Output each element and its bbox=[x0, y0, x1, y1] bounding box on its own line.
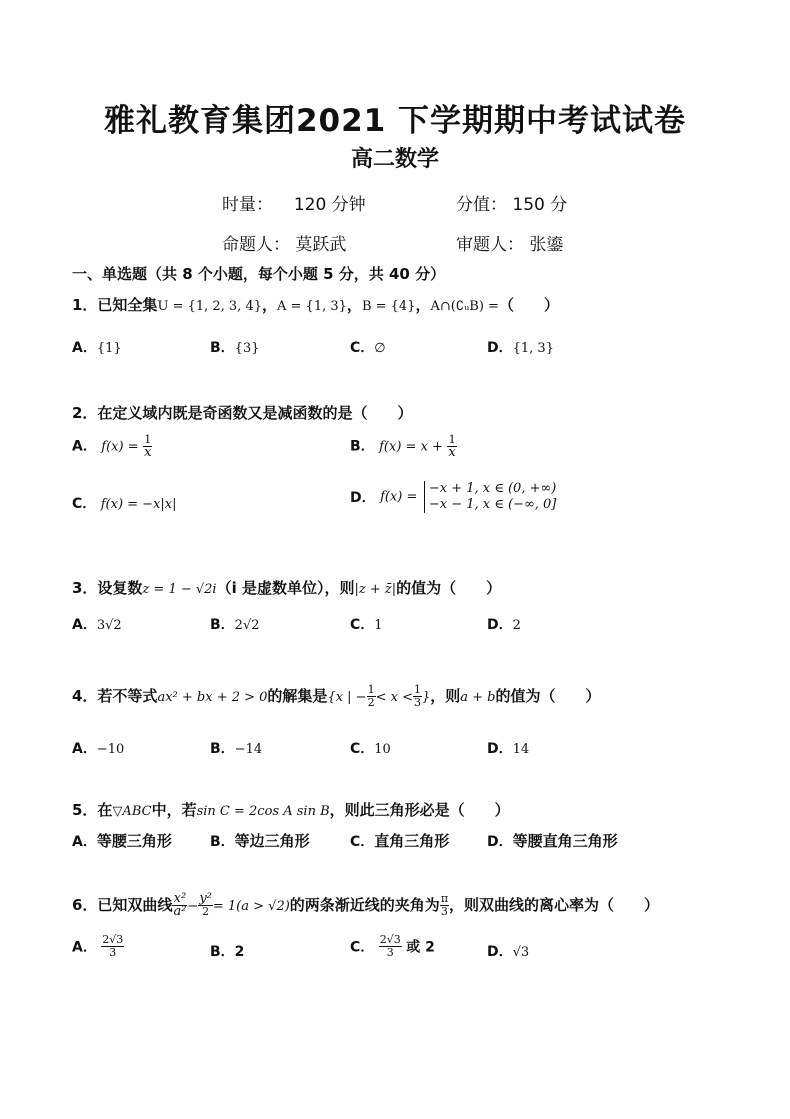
q3-suffix: 的值为（ ） bbox=[396, 579, 502, 597]
option-label: A． bbox=[72, 741, 97, 757]
q3-mid: （i 是虚数单位），则 bbox=[216, 579, 355, 597]
option-value: 3√2 bbox=[96, 618, 122, 633]
time-value: 120 分钟 bbox=[293, 195, 366, 215]
author-value: 莫跃武 bbox=[295, 235, 347, 255]
option-label: D． bbox=[487, 944, 513, 960]
q1-option-d bbox=[487, 337, 554, 357]
fraction-numerator: x² bbox=[173, 891, 187, 906]
q4-option-b bbox=[210, 738, 262, 758]
q6-mid: 的两条渐近线的夹角为 bbox=[289, 896, 440, 914]
fraction-numerator: 2√3 bbox=[379, 933, 401, 946]
q2-c-expression: f(x) = −x|x| bbox=[100, 497, 177, 512]
q2-option-a bbox=[72, 434, 152, 459]
option-label: C． bbox=[350, 741, 375, 757]
fraction-denominator: 3 bbox=[109, 946, 117, 959]
q5-option-a bbox=[72, 830, 172, 851]
q3-expression: z = 1 − √2i bbox=[142, 582, 217, 597]
option-label: C． bbox=[350, 939, 375, 956]
reviewer-label: 审题人： bbox=[456, 235, 524, 255]
section-title: 一、单选题（共 8 个小题，每个小题 5 分，共 40 分） bbox=[72, 265, 446, 283]
q6-prefix: 6．已知双曲线 bbox=[72, 896, 173, 914]
q6-fraction-x bbox=[172, 893, 187, 918]
option-value: 14 bbox=[512, 742, 530, 757]
option-value: {1} bbox=[96, 341, 122, 356]
option-value: 2 bbox=[512, 618, 521, 633]
author-label: 命题人： bbox=[222, 235, 290, 255]
q1-option-a bbox=[72, 337, 122, 357]
option-label: C． bbox=[72, 496, 97, 512]
q2-a-fraction bbox=[143, 434, 152, 459]
q4-fraction-1 bbox=[367, 684, 376, 709]
option-label: D． bbox=[487, 834, 513, 850]
q3-option-a bbox=[72, 614, 122, 634]
q2-option-d bbox=[350, 481, 556, 513]
option-label: C． bbox=[350, 340, 375, 356]
question-6 bbox=[72, 893, 659, 918]
option-label: C． bbox=[350, 617, 375, 633]
question-5 bbox=[72, 799, 510, 820]
option-label: B． bbox=[210, 741, 235, 757]
option-value: 等腰直角三角形 bbox=[512, 832, 618, 850]
option-value: {1, 3} bbox=[512, 341, 554, 356]
q2-option-b bbox=[350, 434, 457, 459]
q6-fraction-y bbox=[198, 893, 213, 918]
q4-suffix: 的值为（ ） bbox=[495, 687, 601, 705]
q1-prefix: 1．已知全集 bbox=[72, 296, 158, 314]
q4-set-mid: < x < bbox=[375, 690, 413, 705]
q4-set-open: {x | − bbox=[327, 690, 367, 705]
q1-sep1: ， bbox=[262, 296, 278, 314]
q3-prefix: 3．设复数 bbox=[72, 579, 143, 597]
exam-subject: 高二数学 bbox=[350, 146, 439, 172]
score-info bbox=[456, 190, 567, 215]
q1-set-a: A = {1, 3} bbox=[277, 299, 347, 314]
fraction-numerator: y² bbox=[199, 891, 212, 906]
option-label: B． bbox=[210, 834, 235, 850]
option-value: 等边三角形 bbox=[234, 832, 310, 850]
q5-option-b bbox=[210, 830, 310, 851]
option-value: √3 bbox=[512, 945, 530, 960]
q6-fraction-pi bbox=[440, 893, 449, 918]
q2-b-lhs: f(x) = x + bbox=[379, 439, 443, 455]
q5-option-d bbox=[487, 830, 618, 851]
option-label: A． bbox=[72, 438, 97, 455]
fraction-denominator: 3 bbox=[386, 946, 394, 959]
q6-option-c bbox=[350, 934, 435, 959]
q4-expression: ax² + bx + 2 > 0 bbox=[157, 690, 268, 705]
fraction-numerator: 1 bbox=[367, 683, 375, 696]
option-label: A． bbox=[72, 834, 97, 850]
q1-sep2: ， bbox=[346, 296, 362, 314]
option-label: A． bbox=[72, 340, 97, 356]
fraction-numerator: 1 bbox=[448, 433, 456, 446]
q5-option-c bbox=[350, 830, 449, 851]
q2-d-piecewise bbox=[424, 481, 557, 513]
q5-expression: sin C = 2cos A sin B bbox=[196, 804, 330, 819]
q6-minus: − bbox=[187, 899, 199, 914]
q1-sep3: ， bbox=[415, 296, 431, 314]
option-value: 直角三角形 bbox=[374, 832, 450, 850]
option-label: D． bbox=[487, 340, 513, 356]
option-label: D． bbox=[487, 741, 513, 757]
fraction-denominator: 2 bbox=[367, 696, 375, 709]
fraction-denominator: a² bbox=[173, 904, 187, 919]
question-4 bbox=[72, 684, 601, 709]
option-label: B． bbox=[210, 617, 235, 633]
q1-set-b: B = {4} bbox=[361, 299, 416, 314]
q1-expression: A∩(∁ᵤB) = bbox=[430, 299, 499, 314]
option-label: A． bbox=[72, 939, 97, 956]
q2-a-lhs: f(x) = bbox=[101, 439, 139, 455]
question-2: 2．在定义域内既是奇函数又是减函数的是（ ） bbox=[72, 404, 413, 422]
option-label: B． bbox=[350, 438, 375, 455]
q6-suffix: ，则双曲线的离心率为（ ） bbox=[449, 896, 660, 914]
q6-a-fraction bbox=[101, 934, 124, 959]
option-value: −14 bbox=[234, 742, 263, 757]
question-1 bbox=[72, 294, 559, 315]
option-label: D． bbox=[487, 617, 513, 633]
q5-mid: 中，若 bbox=[151, 801, 197, 819]
q4-mid: 的解集是 bbox=[267, 687, 328, 705]
option-label: B． bbox=[210, 944, 235, 960]
fraction-numerator: 2√3 bbox=[102, 933, 124, 946]
time-info bbox=[222, 190, 366, 215]
q5-suffix: ，则此三角形必是（ ） bbox=[329, 801, 510, 819]
q5-triangle: ▽ABC bbox=[112, 804, 152, 819]
option-value: 2√2 bbox=[234, 618, 260, 633]
option-suffix: 或 2 bbox=[406, 939, 435, 956]
q4-prefix: 4．若不等式 bbox=[72, 687, 158, 705]
q2-d-lhs: f(x) = bbox=[380, 489, 418, 505]
score-value: 150 分 bbox=[512, 195, 568, 215]
fraction-denominator: 3 bbox=[440, 905, 448, 918]
option-value: 1 bbox=[374, 618, 383, 633]
q6-option-a bbox=[72, 934, 124, 959]
option-value: ∅ bbox=[374, 341, 386, 356]
q1-option-c bbox=[350, 337, 386, 357]
q4-set-close: } bbox=[421, 690, 431, 705]
option-value: {3} bbox=[234, 341, 260, 356]
option-value: −10 bbox=[96, 742, 125, 757]
q4-option-c bbox=[350, 738, 391, 758]
reviewer-info bbox=[456, 230, 563, 255]
option-label: D． bbox=[350, 490, 376, 506]
option-value: 10 bbox=[374, 742, 391, 757]
option-label: A． bbox=[72, 617, 97, 633]
fraction-denominator: 3 bbox=[413, 696, 421, 709]
q5-prefix: 5．在 bbox=[72, 801, 113, 819]
time-label: 时量： bbox=[222, 195, 273, 215]
q4-expression-2: a + b bbox=[460, 690, 496, 705]
q4-option-d bbox=[487, 738, 529, 758]
q4-option-a bbox=[72, 738, 124, 758]
option-value: 2 bbox=[234, 944, 245, 960]
exam-title: 雅礼教育集团2021 下学期期中考试试卷 bbox=[103, 103, 687, 139]
fraction-numerator: 1 bbox=[413, 683, 421, 696]
fraction-numerator: π bbox=[440, 892, 449, 905]
q3-option-b bbox=[210, 614, 260, 634]
fraction-denominator: 2 bbox=[202, 905, 210, 918]
q6-c-fraction bbox=[379, 934, 402, 959]
piecewise-case-2: −x − 1, x ∈ (−∞, 0] bbox=[428, 497, 557, 512]
fraction-denominator: x bbox=[144, 445, 152, 460]
option-value: 等腰三角形 bbox=[96, 832, 172, 850]
q3-expression-2: |z + z̄| bbox=[354, 582, 397, 597]
reviewer-value: 张鎏 bbox=[529, 235, 564, 255]
fraction-denominator: x bbox=[448, 445, 456, 460]
fraction-numerator: 1 bbox=[144, 433, 152, 446]
question-3 bbox=[72, 577, 501, 598]
q3-option-d bbox=[487, 614, 521, 634]
option-label: C． bbox=[350, 834, 375, 850]
option-label: B． bbox=[210, 340, 235, 356]
q1-answer-blank: （ ） bbox=[498, 296, 559, 314]
q1-option-b bbox=[210, 337, 260, 357]
q6-option-d bbox=[487, 941, 529, 961]
score-label: 分值： bbox=[456, 195, 507, 215]
q4-fraction-2 bbox=[413, 684, 422, 709]
piecewise-case-1: −x + 1, x ∈ (0, +∞) bbox=[428, 481, 557, 496]
q2-option-c bbox=[72, 493, 177, 513]
q1-universal-set: U = {1, 2, 3, 4} bbox=[157, 299, 262, 314]
author-info bbox=[222, 230, 346, 255]
q6-equation-rhs: = 1(a > √2) bbox=[212, 899, 290, 914]
q6-option-b bbox=[210, 941, 244, 961]
q4-mid2: ，则 bbox=[430, 687, 461, 705]
q3-option-c bbox=[350, 614, 383, 634]
q2-b-fraction bbox=[447, 434, 456, 459]
